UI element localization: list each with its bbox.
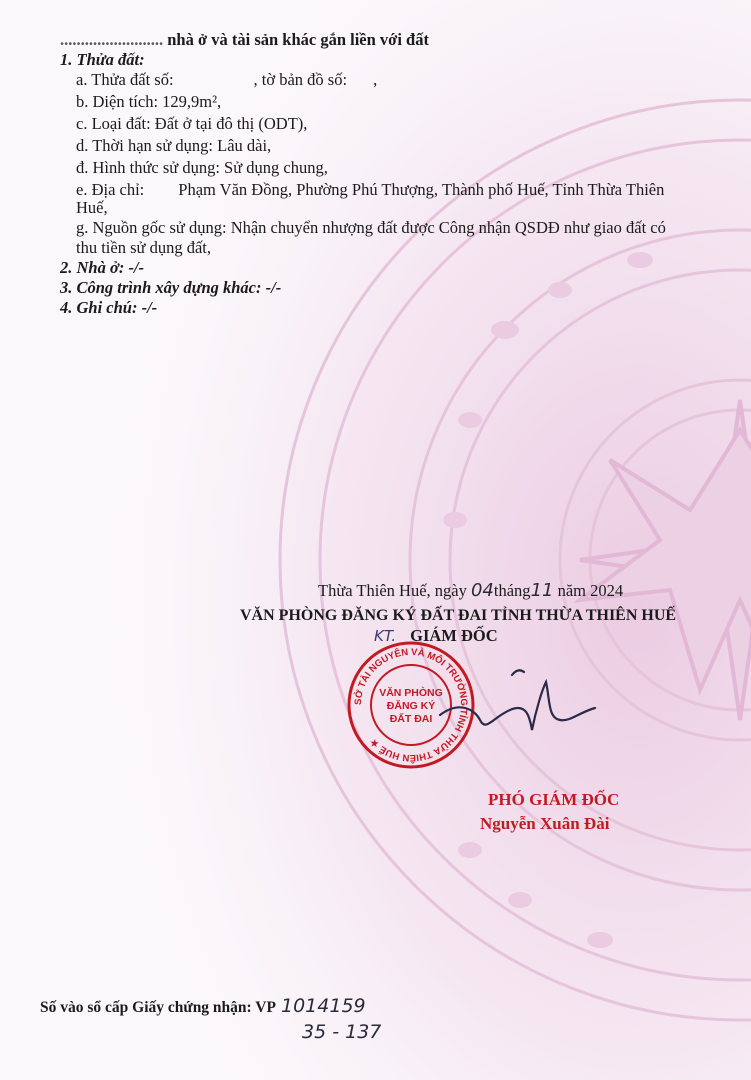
address-line-2: Huế, — [76, 198, 108, 217]
term-line: d. Thời hạn sử dụng: Lâu dài, — [76, 136, 272, 155]
svg-text:SỞ TÀI NGUYÊN VÀ MÔI TRƯỜNG TỈ: SỞ TÀI NGUYÊN VÀ MÔI TRƯỜNG TỈNH THỪA THIÊN HUẾ ★ — [352, 646, 470, 764]
svg-text:VĂN PHÒNG: VĂN PHÒNG — [379, 687, 443, 699]
origin-line-2: thu tiền sử dụng đất, — [76, 238, 211, 257]
issuing-office: VĂN PHÒNG ĐĂNG KÝ ĐẤT ĐAI TỈNH THỪA THIÊN HUẾ — [240, 607, 677, 624]
land-type-line: c. Loại đất: Đất ở tại đô thị (ODT), — [76, 114, 308, 133]
kt-handwritten-mark: KT. — [374, 627, 396, 645]
date-day: 04 — [470, 580, 494, 601]
section-header: ......................... nhà ở và tài sản khác gắn liền với đất — [60, 30, 429, 49]
date-month: 11 — [530, 580, 554, 601]
usage-form-line: đ. Hình thức sử dụng: Sử dụng chung, — [76, 158, 328, 177]
director-line: KT. GIÁM ĐỐC — [374, 626, 498, 645]
address-line: e. Địa chỉ: Phạm Văn Đồng, Phường Phú Thượng, Thành phố Huế, Tỉnh Thừa Thiên — [76, 180, 665, 199]
land-heading: 1. Thửa đất: — [60, 50, 145, 69]
certificate-sub-number: 35 - 137 — [302, 1021, 382, 1043]
signer-name: Nguyễn Xuân Đài — [480, 814, 610, 833]
date-line: Thừa Thiên Huế, ngày 04tháng11 năm 2024 — [318, 580, 624, 601]
other-works-line: 3. Công trình xây dựng khác: -/- — [60, 278, 282, 297]
deputy-director-title: PHÓ GIÁM ĐỐC — [488, 790, 620, 809]
svg-text:ĐĂNG KÝ: ĐĂNG KÝ — [386, 700, 436, 712]
origin-line: g. Nguồn gốc sử dụng: Nhận chuyển nhượng đất được Công nhận QSDĐ như giao đất có — [76, 218, 666, 237]
svg-text:ĐẤT ĐAI: ĐẤT ĐAI — [389, 713, 433, 725]
house-line: 2. Nhà ở: -/- — [60, 258, 145, 277]
parcel-number-line: a. Thửa đất số: , tờ bản đồ số: , — [76, 70, 378, 89]
area-line: b. Diện tích: 129,9m², — [76, 92, 222, 111]
handwritten-signature — [420, 660, 620, 760]
notes-line: 4. Ghi chú: -/- — [60, 298, 158, 317]
certificate-number: 1014159 — [281, 995, 366, 1017]
certificate-register-line: Số vào sổ cấp Giấy chứng nhận: VP 1014159 — [40, 995, 366, 1017]
